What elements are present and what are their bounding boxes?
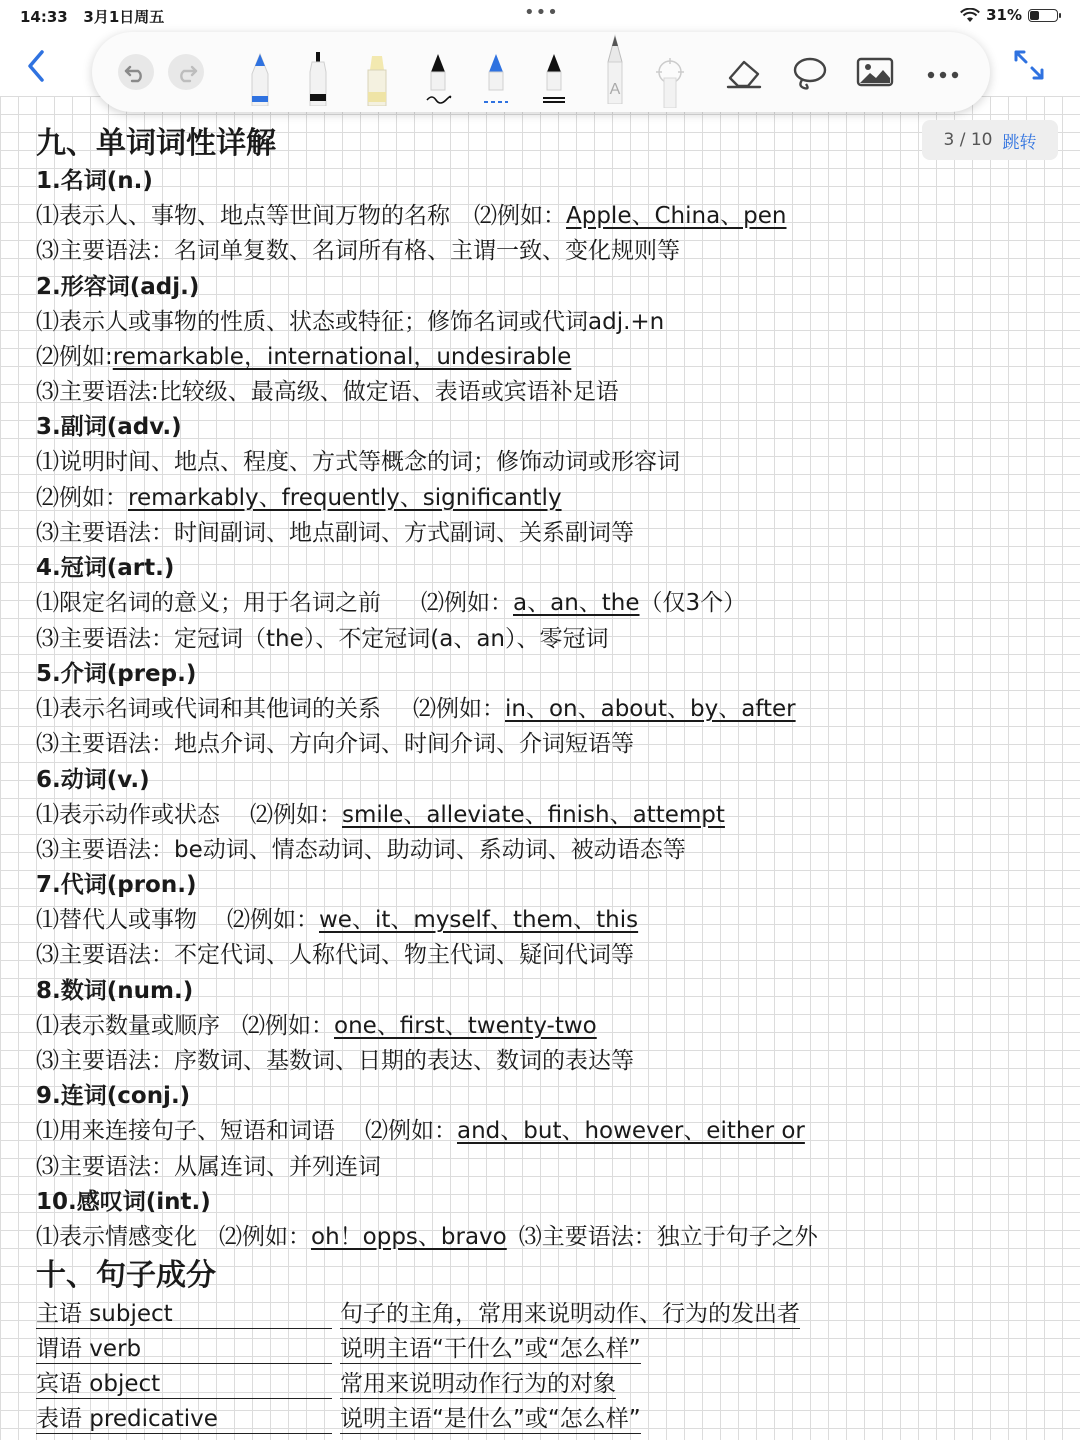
sentence-part-term: 宾语 object (36, 1367, 332, 1399)
item-line: ⑴限定名词的意义；用于名词之前 ⑵例如：a、an、the（仅3个） (36, 590, 747, 617)
status-time-date: 14:33 3月1日周五 (20, 8, 165, 26)
status-bar (0, 0, 1080, 32)
item-heading: 2.形容词(adj.) (36, 273, 200, 300)
eraser-tool[interactable] (724, 54, 764, 94)
item-heading: 5.介词(prep.) (36, 660, 197, 687)
item-line: ⑵例如:remarkable，international，undesirable (36, 343, 572, 370)
multitasking-dots-icon[interactable]: ••• (524, 2, 559, 23)
undo-button[interactable] (118, 54, 154, 90)
item-heading: 7.代词(pron.) (36, 872, 197, 899)
battery-percent: 31% (986, 6, 1022, 24)
laser-pointer-tool[interactable] (652, 56, 688, 112)
lasso-icon (790, 54, 830, 92)
item-line: ⑴表示情感变化 ⑵例如：oh！opps、bravo ⑶主要语法：独立于句子之外 (36, 1223, 818, 1250)
item-line: ⑶主要语法:比较级、最高级、做定语、表语或宾语补足语 (36, 379, 619, 406)
item-line: ⑶主要语法：名词单复数、名词所有格、主谓一致、变化规则等 (36, 238, 680, 265)
chevron-left-icon (22, 46, 52, 86)
expand-arrows-icon (1012, 48, 1046, 82)
sentence-part-row (36, 1332, 1056, 1367)
sentence-part-term: 主语 subject (36, 1297, 332, 1329)
undo-icon (118, 54, 154, 90)
pencil-icon (600, 34, 630, 104)
sentence-part-desc: 常用来说明动作行为的对象 (340, 1367, 616, 1399)
more-options-button[interactable] (926, 66, 960, 85)
drawing-toolbar (92, 32, 990, 112)
sentence-part-row (36, 1297, 1056, 1332)
wifi-icon (960, 8, 980, 23)
insert-image-tool[interactable] (856, 56, 894, 92)
redo-button[interactable] (168, 54, 204, 90)
sentence-part-desc: 说明主语“干什么”或“怎么样” (340, 1332, 641, 1364)
laser-pointer-icon (652, 56, 688, 108)
sentence-part-term: 谓语 verb (36, 1332, 332, 1364)
item-line: ⑶主要语法：从属连词、并列连词 (36, 1153, 381, 1180)
back-button[interactable] (22, 46, 52, 86)
jump-to-page-button[interactable]: 跳转 (1002, 132, 1037, 153)
svg-text:A: A (609, 81, 621, 98)
sentence-part-desc: 说明主语“是什么”或“怎么样” (340, 1402, 641, 1434)
dashed-pen-tool[interactable] (482, 52, 510, 112)
item-line: ⑵例如：remarkably、frequently、significantly (36, 484, 562, 511)
lasso-tool[interactable] (790, 54, 830, 96)
section-10-title: 十、句子成分 (36, 1258, 216, 1294)
item-line: ⑶主要语法：定冠词（the）、不定冠词(a、an）、零冠词 (36, 625, 609, 652)
redo-icon (168, 54, 204, 90)
highlighter-icon (362, 52, 392, 106)
note-content (36, 124, 1056, 1437)
pencil-tool[interactable] (600, 34, 630, 108)
pen-icon (246, 52, 274, 106)
item-heading: 3.副词(adv.) (36, 414, 182, 441)
dashed-pen-icon (482, 52, 510, 108)
item-line: ⑴用来连接句子、短语和词语 ⑵例如：and、but、however、either or (36, 1118, 805, 1145)
fineliner-tool[interactable] (304, 50, 332, 110)
eraser-icon (724, 54, 764, 90)
sentence-part-row (36, 1367, 1056, 1402)
item-heading: 8.数词(num.) (36, 977, 194, 1004)
sentence-part-term: 表语 predicative (36, 1402, 332, 1434)
status-right (960, 6, 1058, 24)
brush-pen-icon (424, 52, 452, 108)
item-heading: 1.名词(n.) (36, 168, 153, 194)
fullscreen-button[interactable] (1012, 48, 1046, 82)
item-line: ⑴说明时间、地点、程度、方式等概念的词；修饰动词或形容词 (36, 449, 680, 476)
highlighter-tool[interactable] (362, 52, 392, 110)
item-line: ⑶主要语法：不定代词、人称代词、物主代词、疑问代词等 (36, 942, 634, 969)
item-line: ⑴替代人或事物 ⑵例如：we、it、myself、them、this (36, 907, 639, 934)
image-icon (856, 56, 894, 88)
ballpoint-tool[interactable] (540, 52, 568, 112)
item-heading: 9.连词(conj.) (36, 1083, 191, 1110)
item-line: ⑴表示名词或代词和其他词的关系 ⑵例如：in、on、about、by、after (36, 695, 796, 722)
item-heading: 6.动词(v.) (36, 766, 150, 793)
section-9-title: 九、单词词性详解 (36, 126, 276, 161)
item-heading: 4.冠词(art.) (36, 555, 175, 582)
item-line: ⑶主要语法：be动词、情态动词、助动词、系动词、被动语态等 (36, 836, 686, 863)
sentence-part-row (36, 1402, 1056, 1437)
item-line: ⑴表示人或事物的性质、状态或特征；修饰名词或代词adj.+n (36, 308, 665, 335)
item-line: ⑴表示数量或顺序 ⑵例如：one、first、twenty-two (36, 1012, 597, 1039)
brush-pen-tool[interactable] (424, 52, 452, 112)
item-line: ⑴表示人、事物、地点等世间万物的名称 ⑵例如：Apple、China、pen (36, 203, 787, 229)
item-heading: 10.感叹词(int.) (36, 1188, 211, 1215)
page-number: 3 / 10 (943, 130, 993, 150)
item-line: ⑴表示动作或状态 ⑵例如：smile、alleviate、finish、attempt (36, 801, 725, 828)
item-line: ⑶主要语法：时间副词、地点副词、方式副词、关系副词等 (36, 520, 634, 547)
item-line: ⑶主要语法：地点介词、方向介词、时间介词、介词短语等 (36, 731, 634, 758)
item-line: ⑶主要语法：序数词、基数词、日期的表达、数词的表达等 (36, 1048, 634, 1075)
fineliner-icon (304, 50, 332, 106)
sentence-part-desc: 句子的主角，常用来说明动作、行为的发出者 (340, 1297, 800, 1329)
more-icon (926, 69, 960, 81)
pen-tool[interactable] (246, 52, 274, 110)
battery-icon (1028, 9, 1058, 22)
ballpoint-icon (540, 52, 568, 108)
